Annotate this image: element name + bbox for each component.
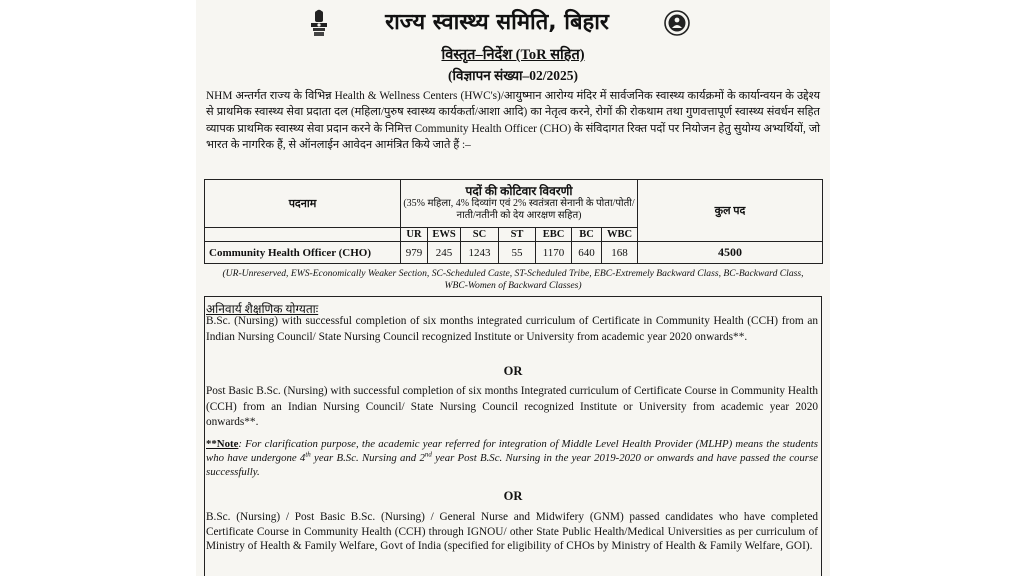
- category-sc: SC: [461, 228, 499, 242]
- document-subtitle: विस्तृत–निर्देश (ToR सहित): [441, 47, 585, 63]
- national-emblem-icon: [306, 8, 332, 38]
- category-ebc: EBC: [536, 228, 572, 242]
- value-ews: 245: [428, 242, 461, 264]
- value-st: 55: [499, 242, 536, 264]
- category-ur: UR: [401, 228, 428, 242]
- department-seal-icon: [664, 10, 690, 36]
- category-note: (35% महिला, 4% दिव्यांग एवं 2% स्वतंत्रता सेनानी के पोता/पोती/नाती/नतीनी को देय आरक्षण सहित): [403, 198, 635, 221]
- total-header: कुल पद: [638, 180, 823, 242]
- organization-title: राज्य स्वास्थ्य समिति, बिहार: [385, 10, 609, 35]
- notice-document: [196, 0, 830, 576]
- advertisement-number: (विज्ञापन संख्या–02/2025): [447, 68, 579, 83]
- category-wbc: WBC: [602, 228, 638, 242]
- post-name: Community Health Officer (CHO): [205, 242, 401, 264]
- or-separator-2: OR: [503, 489, 523, 503]
- value-bc: 640: [572, 242, 602, 264]
- value-ebc: 1170: [536, 242, 572, 264]
- vacancy-table: [204, 179, 823, 264]
- value-wbc: 168: [602, 242, 638, 264]
- or-separator-1: OR: [503, 364, 523, 378]
- qualification-option-3: B.Sc. (Nursing) / Post Basic B.Sc. (Nursing) / General Nurse and Midwifery (GNM) passed candidates who have completed Certificate Course in Community Health (CCH) through IGNOU/ other State Public Health/Medical Universities as per curriculum of Ministry of Health & Family Welfare, Govt of India (specified for eligibility of CHOs by Ministry of Health & Family Welfare, GOI).: [206, 511, 818, 553]
- qualification-option-1: B.Sc. (Nursing) with successful completion of six months integrated curriculum of Certificate in Community Health (CCH) from an Indian Nursing Council/ State Nursing Council recognized Institute or University from academic year 2020 onwards**.: [206, 315, 818, 343]
- qualification-note: **Note: For clarification purpose, the academic year referred for integration of Middle Level Health Provider (MLHP) means the students who have undergone 4th year B.Sc. Nursing and 2nd year Post B.Sc. Nursing in the year 2019-2020 or onwards and have passed the course successfully.: [206, 438, 819, 479]
- document-header: [196, 8, 830, 38]
- note-label: **Note: [206, 438, 239, 450]
- value-sc: 1243: [461, 242, 499, 264]
- total-value: 4500: [638, 242, 823, 264]
- category-legend: (UR-Unreserved, EWS-Economically Weaker Section, SC-Scheduled Caste, ST-Scheduled Tribe, EBC-Extremely Backward Class, BC-Backward Class, WBC-Women of Backward Classes): [222, 268, 804, 291]
- post-header: पदनाम: [205, 180, 401, 228]
- qualification-title: अनिवार्य शैक्षणिक योग्यताः: [206, 302, 319, 316]
- category-title: पदों की कोटिवार विवरणी: [465, 184, 573, 198]
- value-ur: 979: [401, 242, 428, 264]
- table-row: [205, 242, 823, 264]
- category-ews: EWS: [428, 228, 461, 242]
- category-st: ST: [499, 228, 536, 242]
- qualification-option-2: Post Basic B.Sc. (Nursing) with successful completion of six months Integrated curriculum of Certificate Course in Community Health (CCH) from an Indian Nursing Council/ State Nursing Council recognized Institute or University from academic year 2020 onwards**.: [206, 385, 818, 428]
- intro-paragraph: NHM अन्तर्गत राज्य के विभिन्न Health & Wellness Centers (HWC's)/आयुष्मान आरोग्य मंदिर में सार्वजनिक स्वास्थ्य कार्यक्रमों के कार्यान्वयन के उद्देश्य से प्राथमिक स्वास्थ्य सेवा प्रदाता दल (महिला/पुरुष स्वास्थ्य कार्यकर्ता/आशा आदि) का नेतृत्व करने, रोगों की रोकथाम तथा गुणवत्तापूर्ण स्वास्थ्य संवर्धन सहित व्यापक प्राथमिक स्वास्थ्य सेवा प्रदान करने के निमित्त Community Health Officer (CHO) के संविदागत रिक्त पदों पर नियोजन हेतु सुयोग्य अभ्यर्थियों, जो भारत के नागरिक हैं, से ऑनलाईन आवेदन आमंत्रित किये जाते हैं :–: [206, 90, 820, 152]
- category-header: [401, 180, 638, 228]
- category-bc: BC: [572, 228, 602, 242]
